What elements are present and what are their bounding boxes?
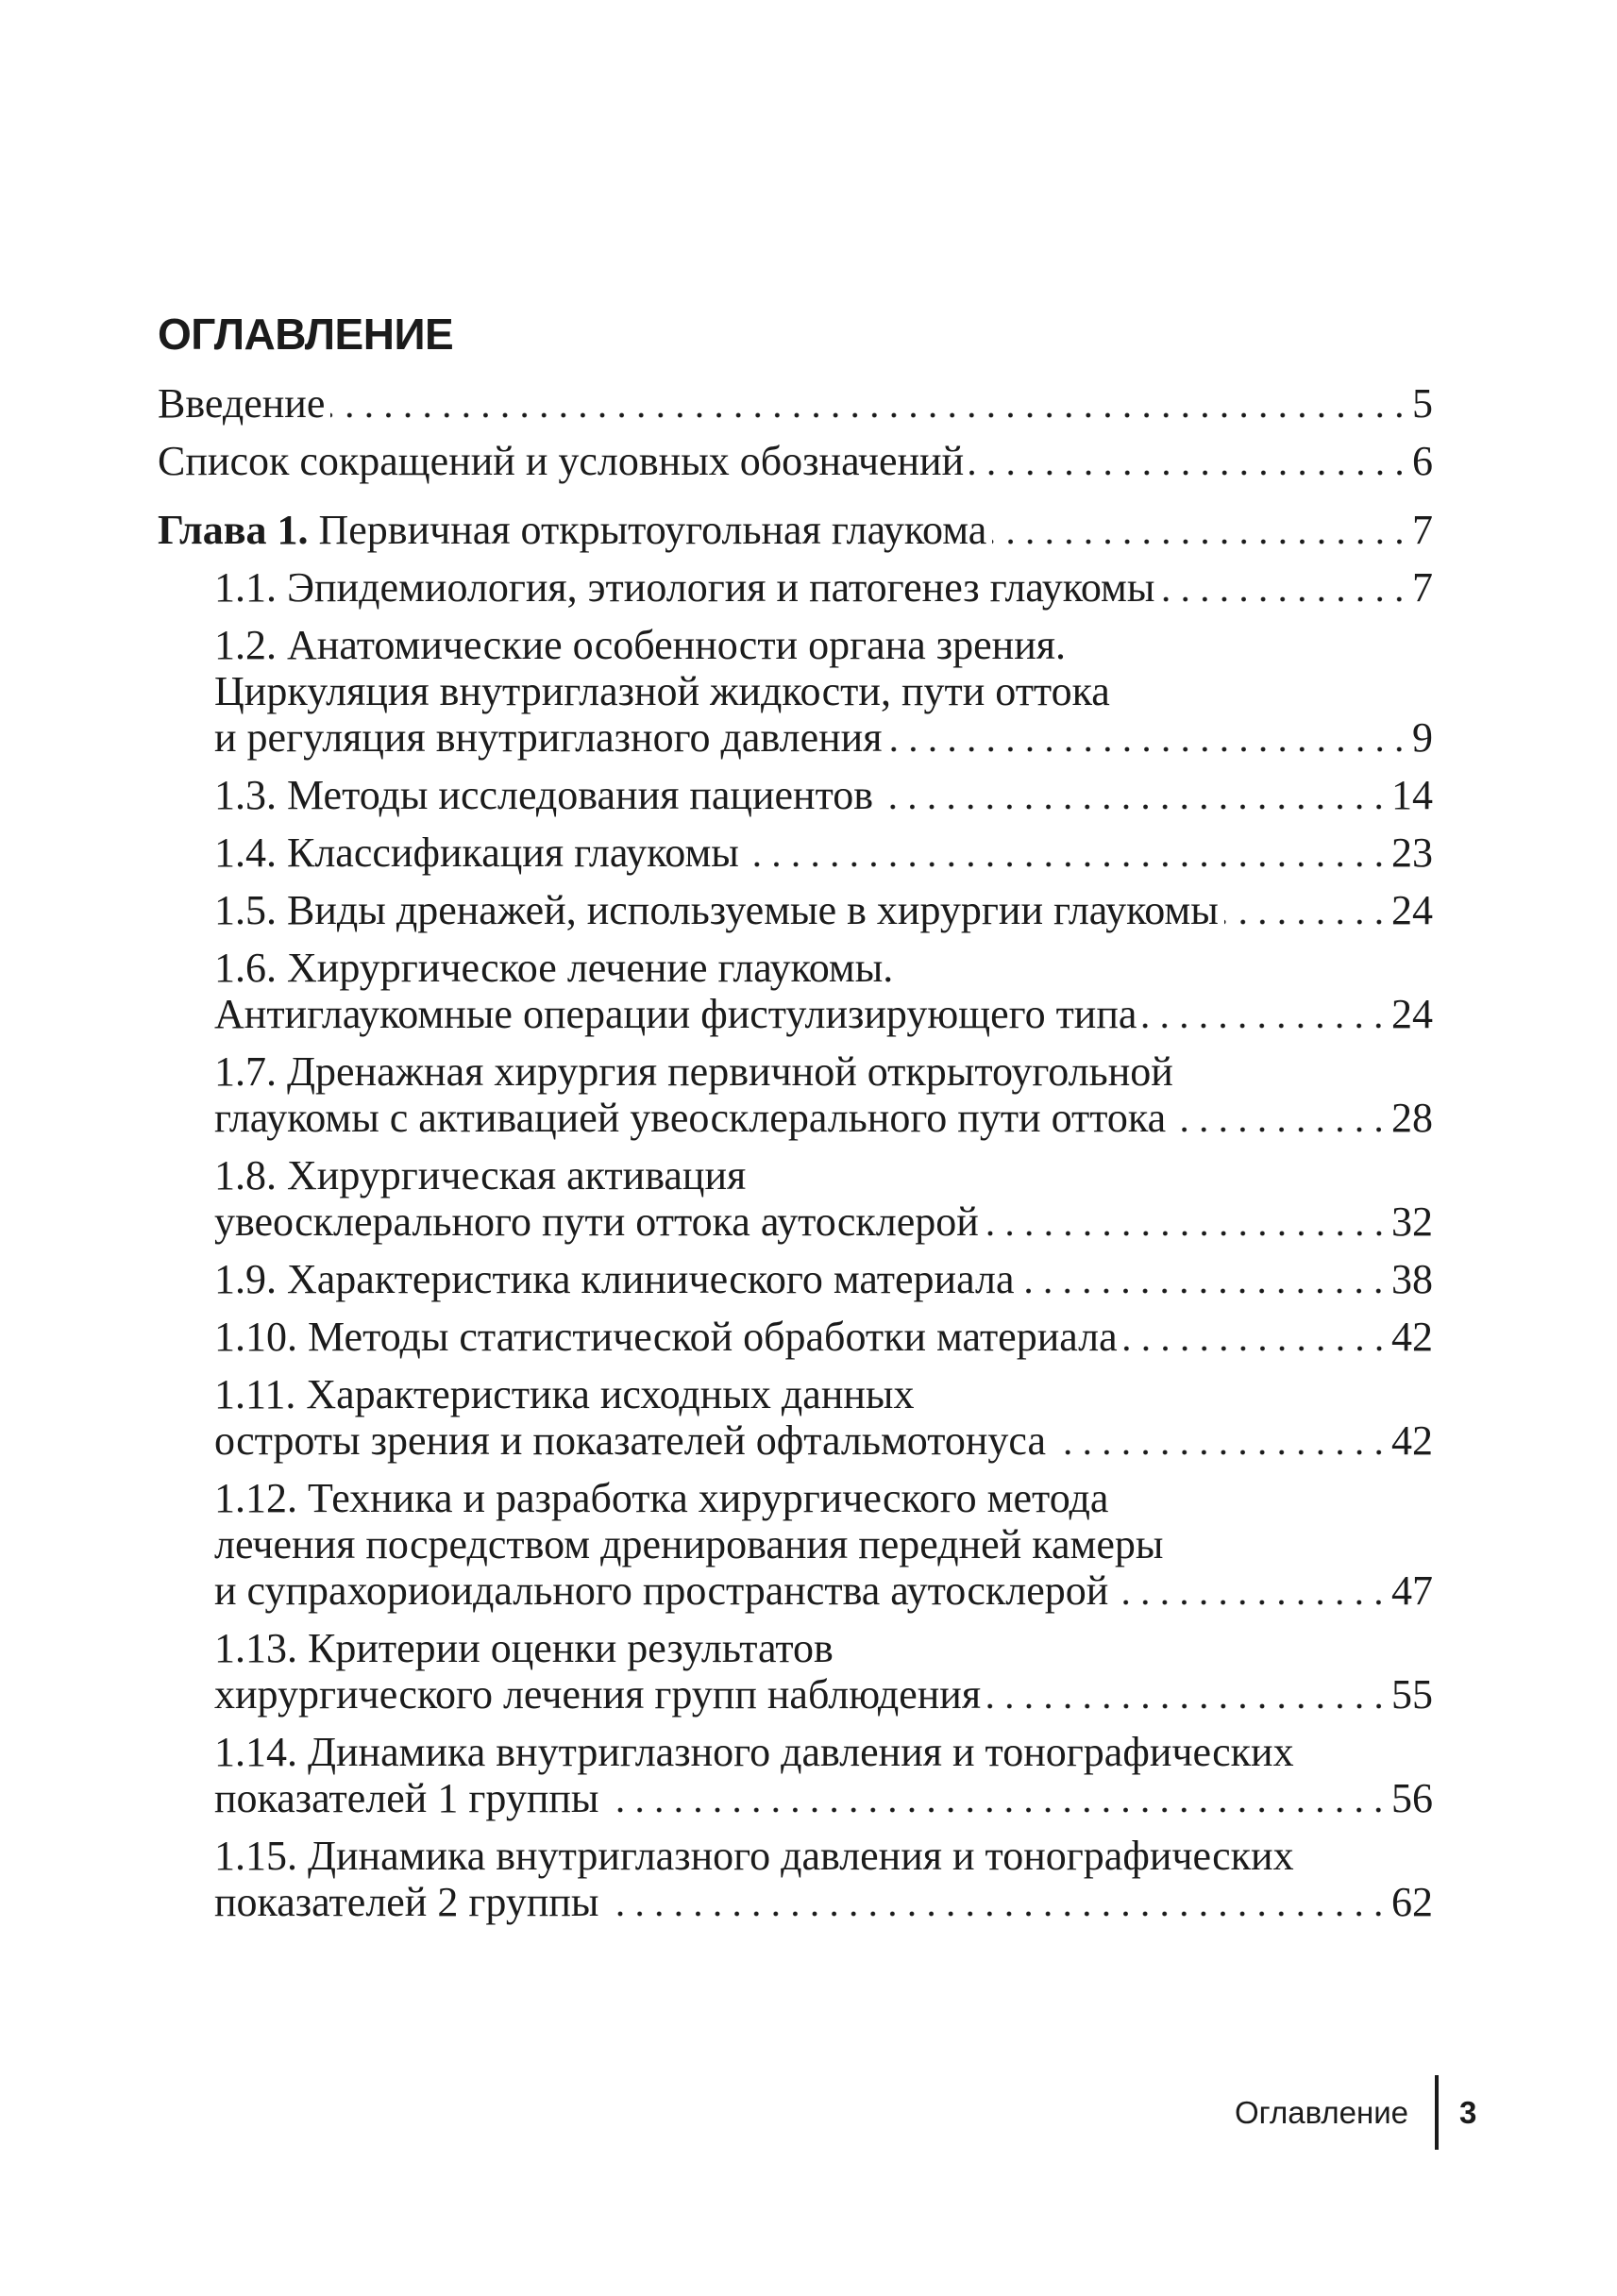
- toc-entry[interactable]: [214, 1833, 1433, 1925]
- toc-entry[interactable]: [214, 1371, 1433, 1464]
- toc-entry-title: Введение: [158, 380, 326, 427]
- toc-entry-title: 1.11. Характеристика исходных данных: [214, 1371, 915, 1417]
- spacer: [308, 507, 318, 553]
- toc-page-number: 28: [1391, 1095, 1433, 1141]
- toc-entry-line: [214, 945, 1433, 991]
- toc-page-number: 62: [1391, 1879, 1433, 1925]
- toc-entry[interactable]: [214, 1314, 1433, 1360]
- toc-entry[interactable]: [214, 1048, 1433, 1141]
- toc-entry-title: 1.8. Хирургическая активация: [214, 1152, 747, 1198]
- toc-entry-line: [214, 1879, 1433, 1925]
- page-title: ОГЛАВЛЕНИЕ: [158, 310, 454, 359]
- dot-leader: [604, 1879, 1389, 1925]
- dot-leader: [604, 1775, 1389, 1821]
- toc-entry-title: 1.12. Техника и разработка хирургического метода: [214, 1475, 1109, 1521]
- toc-entry-title: увеосклерального пути оттока аутосклерой: [214, 1198, 979, 1245]
- toc-entry-line: [214, 830, 1433, 876]
- toc-entry-title: 1.3. Методы исследования пациентов: [214, 772, 874, 818]
- toc-page-number: 5: [1412, 380, 1433, 427]
- dot-leader: [986, 1671, 1389, 1718]
- dot-leader: [887, 714, 1409, 761]
- toc-page-number: 23: [1391, 830, 1433, 876]
- toc-entry-line: [214, 714, 1433, 761]
- toc-entry-title: глаукомы с активацией увеосклерального пути оттока: [214, 1095, 1167, 1141]
- toc-entry-line: [214, 1475, 1433, 1521]
- toc-entry-line: [158, 380, 1433, 427]
- toc-entry-title: показателей 1 группы: [214, 1775, 599, 1821]
- toc-entry-line: [158, 438, 1433, 484]
- toc-entry[interactable]: [214, 1475, 1433, 1614]
- toc-page-number: 56: [1391, 1775, 1433, 1821]
- toc-entry[interactable]: [158, 438, 1433, 484]
- toc-entry-title: 1.6. Хирургическое лечение глаукомы.: [214, 945, 894, 991]
- dot-leader: [1019, 1256, 1389, 1302]
- toc-entry-title: 1.1. Эпидемиология, этиология и патогенез глаукомы: [214, 564, 1155, 611]
- toc-page-number: 47: [1391, 1567, 1433, 1614]
- dot-leader: [1114, 1567, 1389, 1614]
- toc-page-number: 24: [1391, 887, 1433, 933]
- toc-entry-title: 1.15. Динамика внутриглазного давления и тонографических: [214, 1833, 1294, 1879]
- toc-page-number: 7: [1412, 507, 1433, 553]
- dot-leader: [1160, 564, 1409, 611]
- toc-page-number: 14: [1391, 772, 1433, 818]
- dot-leader: [1224, 887, 1389, 933]
- toc-entry-title: остроты зрения и показателей офтальмотонуса: [214, 1417, 1047, 1464]
- toc-entry-line: [214, 1371, 1433, 1417]
- toc-entry-title: 1.14. Динамика внутриглазного давления и тонографических: [214, 1729, 1294, 1775]
- toc-entry-line: [214, 1833, 1433, 1879]
- toc-entry-line: [214, 1048, 1433, 1095]
- toc-entry-line: [214, 1198, 1433, 1245]
- toc-entry-line: [214, 1521, 1433, 1567]
- toc-page-number: 24: [1391, 991, 1433, 1037]
- toc-entry-line: [214, 668, 1433, 714]
- toc-entry-title: Антиглаукомные операции фистулизирующего типа: [214, 991, 1137, 1037]
- toc-page-number: 55: [1391, 1671, 1433, 1718]
- dot-leader: [1052, 1417, 1389, 1464]
- toc-entry-title: Циркуляция внутриглазной жидкости, пути оттока: [214, 668, 1110, 714]
- footer-divider: [1435, 2075, 1439, 2150]
- toc-entry-line: [214, 622, 1433, 668]
- toc-entry-title: и регуляция внутриглазного давления: [214, 714, 883, 761]
- toc-page-number: 42: [1391, 1417, 1433, 1464]
- toc-entry-title: Список сокращений и условных обозначений: [158, 438, 965, 484]
- dot-leader: [745, 830, 1389, 876]
- chapter-label: Глава 1.: [158, 507, 309, 553]
- toc-entry-line: [214, 1314, 1433, 1360]
- toc-page-number: 9: [1412, 714, 1433, 761]
- toc-entry-title: и супрахориоидального пространства аутосклерой: [214, 1567, 1109, 1614]
- toc-page-number: 7: [1412, 564, 1433, 611]
- toc-entry-line: [214, 1256, 1433, 1302]
- toc-entry-line: [214, 887, 1433, 933]
- toc-entry[interactable]: [214, 564, 1433, 611]
- toc-entry-line: [214, 1775, 1433, 1821]
- dot-leader: [879, 772, 1389, 818]
- toc-page-number: 38: [1391, 1256, 1433, 1302]
- toc-entry-title: показателей 2 группы: [214, 1879, 599, 1925]
- toc-entry-line: [214, 1417, 1433, 1464]
- page-number: 3: [1459, 2095, 1477, 2130]
- toc-entry-title: 1.9. Характеристика клинического материала: [214, 1256, 1015, 1302]
- toc-entry[interactable]: [214, 1256, 1433, 1302]
- toc-entry[interactable]: [214, 1625, 1433, 1718]
- toc-entry-title: 1.4. Классификация глаукомы: [214, 830, 739, 876]
- toc-entry-line: [214, 991, 1433, 1037]
- toc-entry-line: [214, 1671, 1433, 1718]
- toc-entry[interactable]: [158, 380, 1433, 427]
- dot-leader: [1171, 1095, 1389, 1141]
- toc-entry-line: [214, 772, 1433, 818]
- toc-page-number: 32: [1391, 1198, 1433, 1245]
- toc-entry-line: [214, 1567, 1433, 1614]
- dot-leader: [330, 380, 1409, 427]
- toc-entry-line: [158, 507, 1433, 553]
- dot-leader: [992, 507, 1409, 553]
- running-footer-section: Оглавление: [1235, 2095, 1408, 2130]
- toc-page-number: 6: [1412, 438, 1433, 484]
- toc-entry[interactable]: [214, 1152, 1433, 1245]
- dot-leader: [969, 438, 1409, 484]
- toc-entry-line: [214, 564, 1433, 611]
- toc-entry[interactable]: [214, 830, 1433, 876]
- toc-entry-title: 1.13. Критерии оценки результатов: [214, 1625, 834, 1671]
- toc-entry[interactable]: [214, 1729, 1433, 1821]
- toc-chapter-entry[interactable]: [158, 507, 1433, 553]
- toc-entry-title: Первичная открытоугольная глаукома: [318, 507, 987, 553]
- toc-entry[interactable]: [214, 772, 1433, 818]
- dot-leader: [985, 1198, 1389, 1245]
- dot-leader: [1142, 991, 1389, 1037]
- toc-entry[interactable]: [214, 945, 1433, 1037]
- toc-entry-title: 1.7. Дренажная хирургия первичной открытоугольной: [214, 1048, 1173, 1095]
- dot-leader: [1123, 1314, 1389, 1360]
- toc-entry-title: 1.10. Методы статистической обработки материала: [214, 1314, 1118, 1360]
- toc-page-number: 42: [1391, 1314, 1433, 1360]
- toc-entry[interactable]: [214, 887, 1433, 933]
- toc-entry-title: хирургического лечения групп наблюдения: [214, 1671, 982, 1718]
- toc-entry-line: [214, 1152, 1433, 1198]
- toc-entry-title: 1.5. Виды дренажей, используемые в хирургии глаукомы: [214, 887, 1219, 933]
- toc-entry-title: 1.2. Анатомические особенности органа зрения.: [214, 622, 1066, 668]
- toc-entry[interactable]: [214, 622, 1433, 761]
- table-of-contents: [158, 380, 1433, 1925]
- toc-entry-title: лечения посредством дренирования передней камеры: [214, 1521, 1164, 1567]
- toc-entry-line: [214, 1625, 1433, 1671]
- toc-entry-line: [214, 1729, 1433, 1775]
- toc-entry-line: [214, 1095, 1433, 1141]
